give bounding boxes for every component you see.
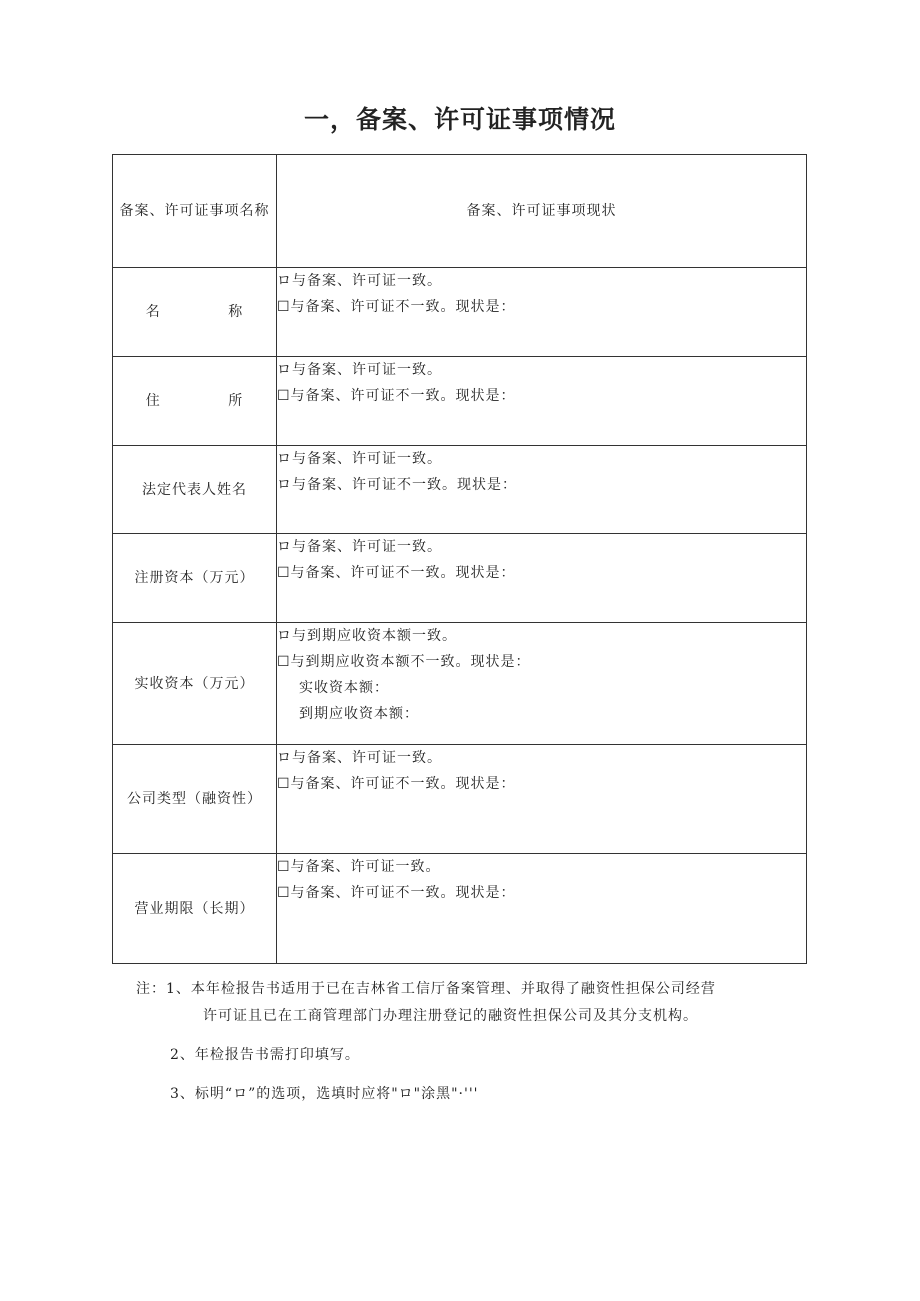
notes-prefix: 注： bbox=[136, 981, 166, 997]
row-label: 住 所 bbox=[113, 357, 277, 446]
status-cell bbox=[277, 745, 807, 854]
receivable-capital-field: 到期应收资本额： bbox=[299, 706, 419, 722]
option-inconsistent[interactable]: ☐与备案、许可证不一致。现状是： bbox=[277, 776, 516, 792]
note-1-continuation: 许可证且已在工商管理部门办理注册登记的融资性担保公司及其分支机构。 bbox=[203, 1008, 698, 1024]
option-consistent[interactable]: ロ与备案、许可证一致。 bbox=[277, 451, 442, 467]
status-cell bbox=[277, 534, 807, 623]
note-3: 3、标明“ロ”的选项，选填时应将"ロ"涂黑"·''' bbox=[170, 1086, 479, 1102]
row-label: 法定代表人姓名 bbox=[113, 446, 277, 534]
table-row-paid-in-capital bbox=[113, 623, 807, 745]
option-consistent[interactable]: ロ与到期应收资本额一致。 bbox=[277, 628, 457, 644]
note-1 bbox=[136, 976, 816, 1003]
row-label: 名 称 bbox=[113, 268, 277, 357]
option-consistent[interactable]: ロ与备案、许可证一致。 bbox=[277, 750, 442, 766]
table-row-legal-representative bbox=[113, 446, 807, 534]
note-2: 2、年检报告书需打印填写。 bbox=[170, 1047, 360, 1063]
option-inconsistent[interactable]: ☐与备案、许可证不一致。现状是： bbox=[277, 885, 516, 901]
table-header-row bbox=[113, 155, 807, 268]
status-cell bbox=[277, 268, 807, 357]
option-consistent[interactable]: ロ与备案、许可证一致。 bbox=[277, 539, 442, 555]
note-1-text: 1、本年检报告书适用于已在吉林省工信厅备案管理、并取得了融资性担保公司经营 bbox=[166, 981, 716, 997]
option-consistent[interactable]: ☐与备案、许可证一致。 bbox=[277, 859, 441, 875]
row-label: 营业期限（长期） bbox=[113, 854, 277, 964]
filing-status-table bbox=[112, 154, 807, 964]
row-label: 实收资本（万元） bbox=[113, 623, 277, 745]
header-item-status: 备案、许可证事项现状 bbox=[277, 155, 807, 268]
status-cell bbox=[277, 357, 807, 446]
page-title: 一，备案、许可证事项情况 bbox=[303, 105, 616, 134]
header-item-name: 备案、许可证事项名称 bbox=[113, 155, 277, 268]
table-row-company-type bbox=[113, 745, 807, 854]
option-inconsistent[interactable]: ☐与备案、许可证不一致。现状是： bbox=[277, 299, 516, 315]
table-row-business-term bbox=[113, 854, 807, 964]
option-inconsistent[interactable]: ☐与备案、许可证不一致。现状是： bbox=[277, 565, 516, 581]
table-row-registered-capital bbox=[113, 534, 807, 623]
option-inconsistent[interactable]: ロ与备案、许可证不一致。现状是： bbox=[277, 477, 517, 493]
option-consistent[interactable]: ロ与备案、许可证一致。 bbox=[277, 362, 442, 378]
option-inconsistent[interactable]: ☐与到期应收资本额不一致。现状是： bbox=[277, 654, 531, 670]
table-row-address bbox=[113, 357, 807, 446]
row-label: 注册资本（万元） bbox=[113, 534, 277, 623]
notes-section bbox=[136, 976, 816, 1108]
option-inconsistent[interactable]: ☐与备案、许可证不一致。现状是： bbox=[277, 388, 516, 404]
option-consistent[interactable]: ロ与备案、许可证一致。 bbox=[277, 273, 442, 289]
table-row-name bbox=[113, 268, 807, 357]
status-cell bbox=[277, 854, 807, 964]
status-cell bbox=[277, 446, 807, 534]
status-cell bbox=[277, 623, 807, 745]
row-label: 公司类型（融资性） bbox=[113, 745, 277, 854]
paid-in-capital-field: 实收资本额： bbox=[299, 680, 389, 696]
